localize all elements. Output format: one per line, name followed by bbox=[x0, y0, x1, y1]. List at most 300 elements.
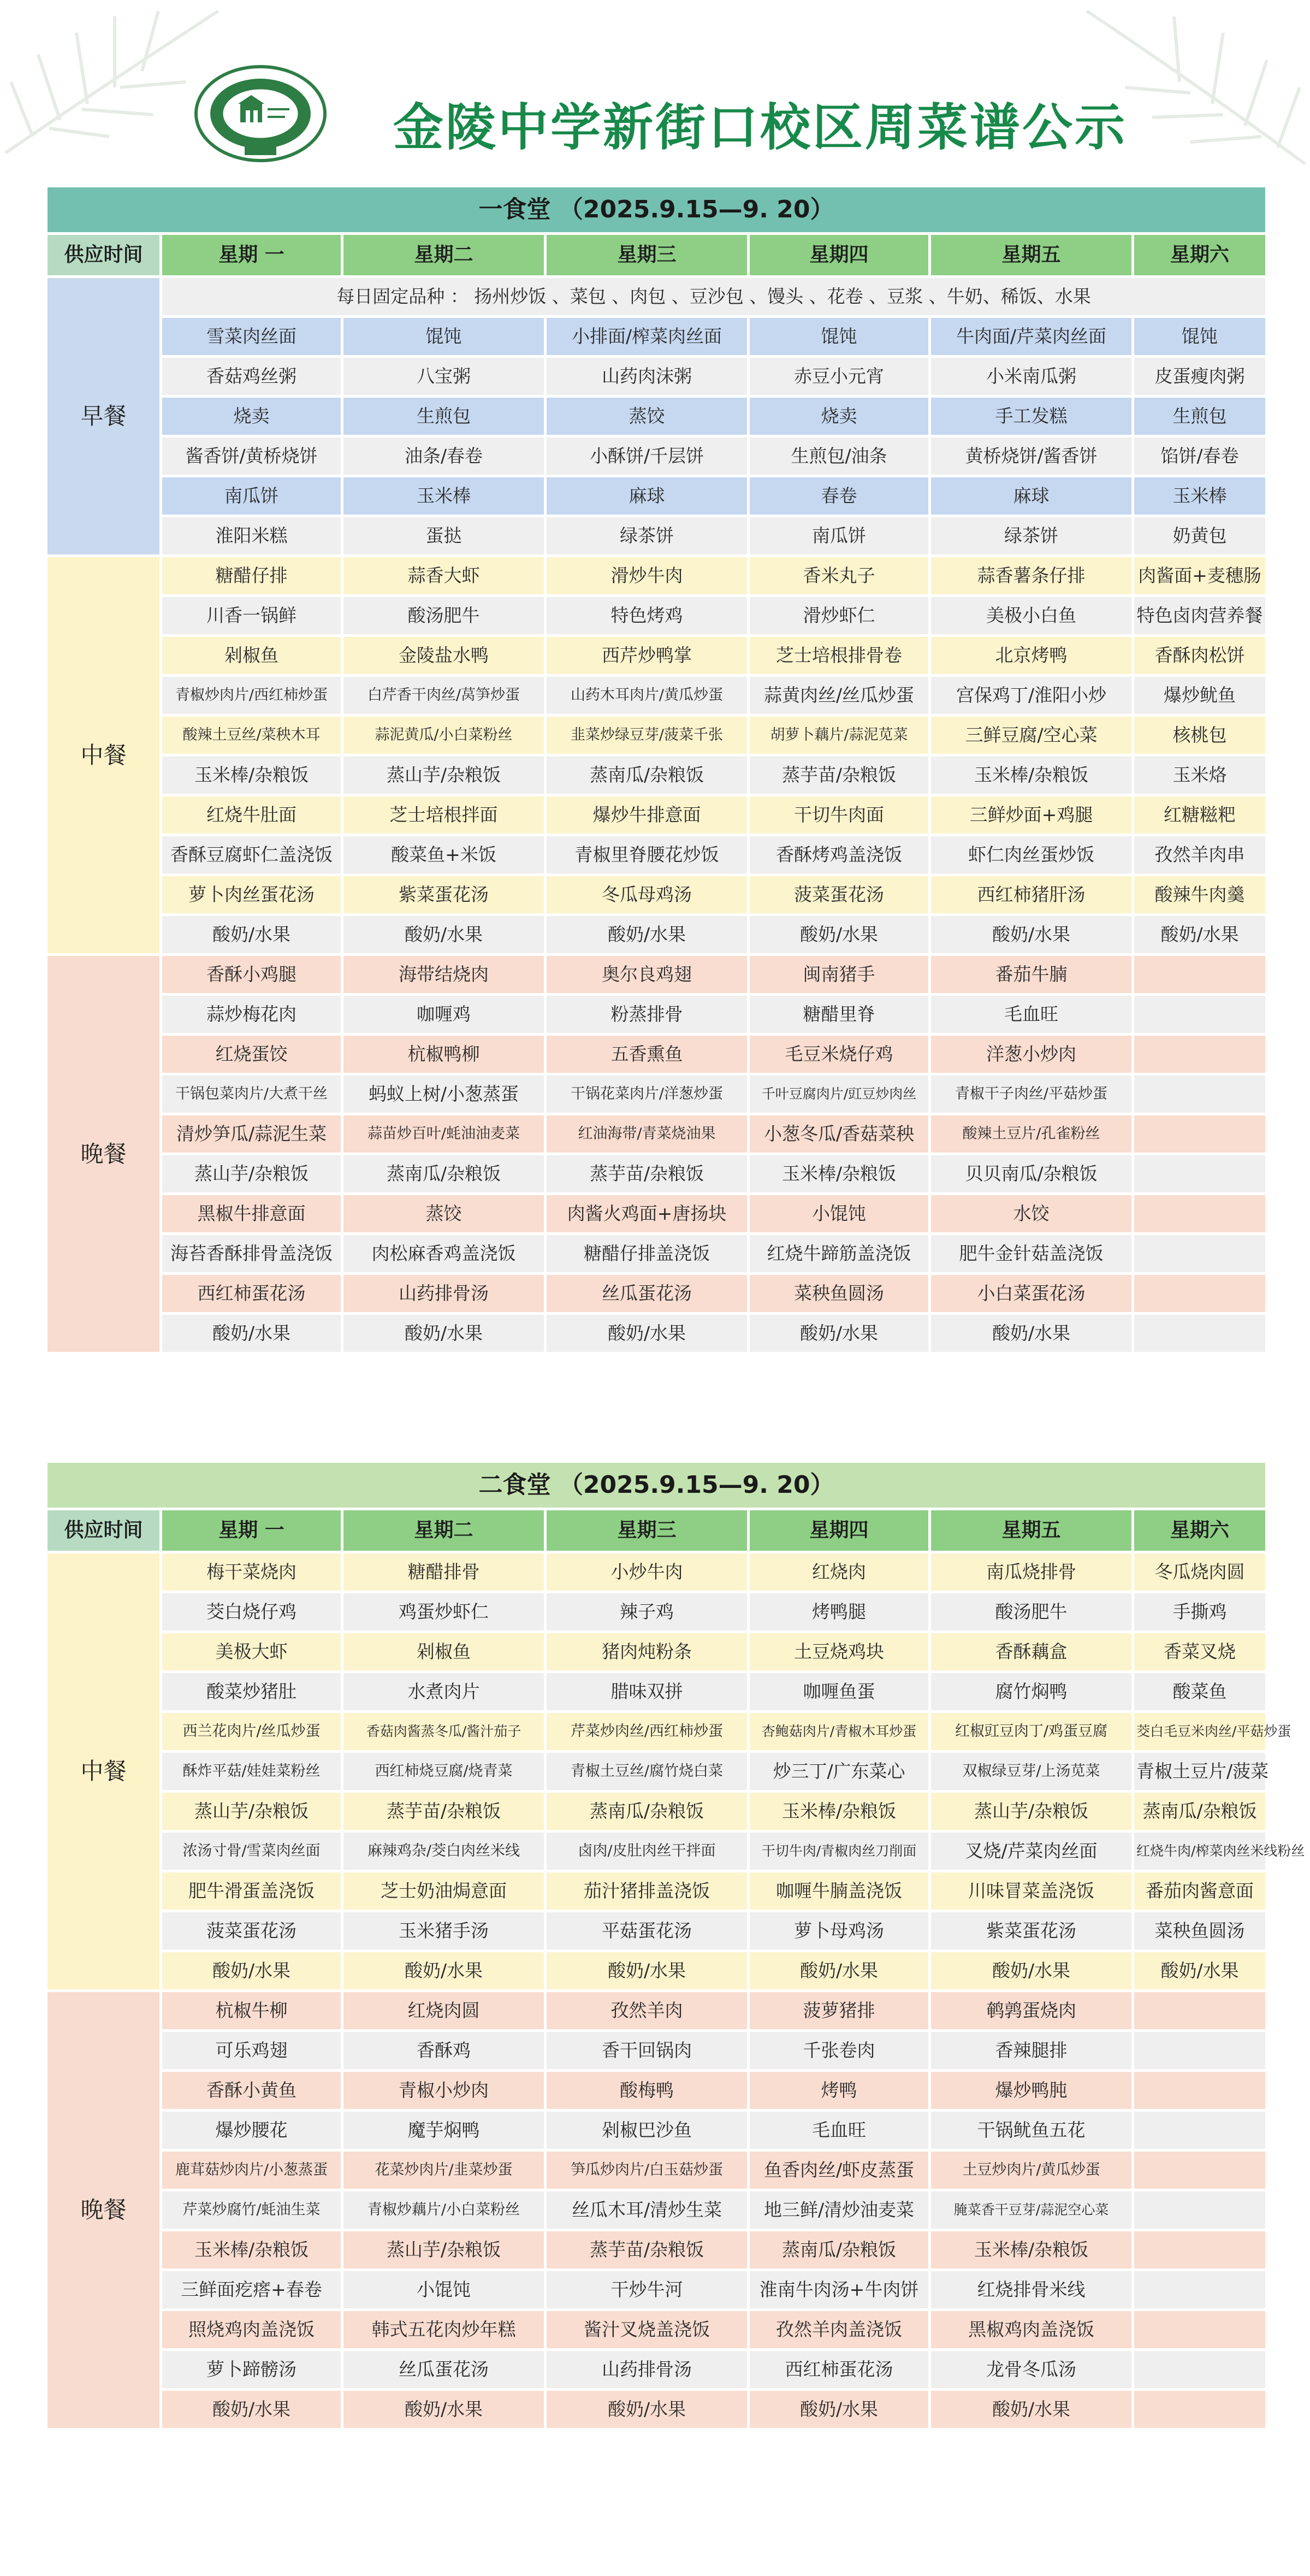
dish-cell bbox=[1133, 1114, 1267, 1154]
dish-cell: 孜然羊肉串 bbox=[1133, 835, 1267, 875]
dish-cell: 水煮肉片 bbox=[342, 1672, 546, 1712]
dish-cell: 雪菜肉丝面 bbox=[161, 317, 342, 357]
dish-cell: 芝士奶油焗意面 bbox=[342, 1871, 546, 1911]
dish-cell: 西兰花肉片/丝瓜炒蛋 bbox=[161, 1712, 342, 1752]
dish-cell bbox=[1133, 2270, 1267, 2310]
supply-time-header: 供应时间 bbox=[46, 234, 161, 277]
dish-cell: 黑椒牛排意面 bbox=[161, 1194, 342, 1234]
canteen1-title-row bbox=[46, 186, 1267, 234]
dish-cell: 酸奶/水果 bbox=[546, 2390, 749, 2430]
dish-cell: 赤豆小元宵 bbox=[749, 357, 930, 397]
dish-cell: 香酥豆腐虾仁盖浇饭 bbox=[161, 835, 342, 875]
dish-cell: 糖醋里脊 bbox=[749, 995, 930, 1035]
dish-cell: 酸奶/水果 bbox=[749, 1314, 930, 1354]
dish-cell bbox=[1133, 1074, 1267, 1114]
dish-cell: 笋瓜炒肉片/白玉菇炒蛋 bbox=[546, 2150, 749, 2190]
dish-cell: 西芹炒鸭掌 bbox=[546, 636, 749, 676]
dish-cell: 糖醋排骨 bbox=[342, 1552, 546, 1592]
dish-cell: 丝瓜木耳/清炒生菜 bbox=[546, 2190, 749, 2230]
dish-cell: 糖醋仔排盖浇饭 bbox=[546, 1234, 749, 1274]
dish-cell: 手工发糕 bbox=[930, 397, 1133, 436]
dish-cell: 双椒绿豆芽/上汤苋菜 bbox=[930, 1752, 1133, 1792]
menu-row bbox=[46, 2310, 1267, 2350]
menu-row bbox=[46, 556, 1267, 596]
dish-cell: 油条/春卷 bbox=[342, 436, 546, 476]
dish-cell: 酸奶/水果 bbox=[342, 915, 546, 955]
menu-row bbox=[46, 835, 1267, 875]
dish-cell: 酸奶/水果 bbox=[930, 1314, 1133, 1354]
dish-cell: 紫菜蛋花汤 bbox=[342, 875, 546, 915]
dish-cell bbox=[1133, 2150, 1267, 2190]
supply-time-header: 供应时间 bbox=[46, 1509, 161, 1552]
dish-cell: 蒸山芋/杂粮饭 bbox=[342, 2230, 546, 2270]
dish-cell: 剁椒鱼 bbox=[161, 636, 342, 676]
dish-cell: 西红柿蛋花汤 bbox=[749, 2350, 930, 2390]
meal-label: 中餐 bbox=[46, 1552, 161, 1991]
day-header: 星期五 bbox=[930, 1509, 1133, 1552]
dish-cell: 红糖糍粑 bbox=[1133, 795, 1267, 835]
dish-cell: 核桃包 bbox=[1133, 716, 1267, 755]
dish-cell: 干锅包菜肉片/大煮干丝 bbox=[161, 1074, 342, 1114]
menu-row bbox=[46, 2190, 1267, 2230]
dish-cell: 萝卜肉丝蛋花汤 bbox=[161, 875, 342, 915]
meal-label: 中餐 bbox=[46, 556, 161, 955]
menu-row bbox=[46, 2350, 1267, 2390]
dish-cell: 生煎包 bbox=[342, 397, 546, 436]
dish-cell bbox=[1133, 1991, 1267, 2031]
dish-cell: 酸奶/水果 bbox=[342, 1314, 546, 1354]
dish-cell: 香酥烤鸡盖浇饭 bbox=[749, 835, 930, 875]
menu-row bbox=[46, 2230, 1267, 2270]
dish-cell: 粉蒸排骨 bbox=[546, 995, 749, 1035]
dish-cell: 红烧排骨米线 bbox=[930, 2270, 1133, 2310]
canteen1-title: 一食堂 （2025.9.15—9. 20） bbox=[46, 186, 1267, 234]
dish-cell: 川香一锅鲜 bbox=[161, 596, 342, 636]
dish-cell: 特色烤鸡 bbox=[546, 596, 749, 636]
dish-cell: 淮南牛肉汤+牛肉饼 bbox=[749, 2270, 930, 2310]
dish-cell: 酸奶/水果 bbox=[749, 1951, 930, 1991]
dish-cell: 杭椒牛柳 bbox=[161, 1991, 342, 2031]
dish-cell: 萝卜母鸡汤 bbox=[749, 1911, 930, 1951]
day-header: 星期二 bbox=[342, 1509, 546, 1552]
dish-cell: 蒸饺 bbox=[546, 397, 749, 436]
dish-cell: 奥尔良鸡翅 bbox=[546, 955, 749, 995]
day-header: 星期三 bbox=[546, 1509, 749, 1552]
dish-cell bbox=[1133, 2071, 1267, 2111]
dish-cell: 奶黄包 bbox=[1133, 516, 1267, 556]
menu-row bbox=[46, 2071, 1267, 2111]
dish-cell: 花菜炒肉片/韭菜炒蛋 bbox=[342, 2150, 546, 2190]
dish-cell: 土豆炒肉片/黄瓜炒蛋 bbox=[930, 2150, 1133, 2190]
menu-row bbox=[46, 1831, 1267, 1871]
dish-cell: 酸奶/水果 bbox=[1133, 1951, 1267, 1991]
dish-cell: 肉酱火鸡面+唐扬块 bbox=[546, 1194, 749, 1234]
dish-cell bbox=[1133, 1154, 1267, 1194]
menu-row bbox=[46, 875, 1267, 915]
dish-cell bbox=[1133, 2190, 1267, 2230]
dish-cell: 干切牛肉面 bbox=[749, 795, 930, 835]
menu-row bbox=[46, 1154, 1267, 1194]
dish-cell: 酸奶/水果 bbox=[342, 1951, 546, 1991]
dish-cell: 香酥藕盒 bbox=[930, 1632, 1133, 1672]
dish-cell: 菜秧鱼圆汤 bbox=[1133, 1911, 1267, 1951]
dish-cell: 咖喱鱼蛋 bbox=[749, 1672, 930, 1712]
dish-cell: 青椒土豆丝/腐竹烧白菜 bbox=[546, 1752, 749, 1792]
dish-cell: 南瓜饼 bbox=[161, 476, 342, 516]
dish-cell: 酸菜鱼 bbox=[1133, 1672, 1267, 1712]
dish-cell: 红烧牛肉/榨菜肉丝米线粉丝 bbox=[1133, 1831, 1267, 1871]
menu-row bbox=[46, 955, 1267, 995]
dish-cell: 红烧肉圆 bbox=[342, 1991, 546, 2031]
dish-cell: 鹿茸菇炒肉片/小葱蒸蛋 bbox=[161, 2150, 342, 2190]
dish-cell: 麻球 bbox=[930, 476, 1133, 516]
dish-cell: 香酥小鸡腿 bbox=[161, 955, 342, 995]
dish-cell: 玉米棒 bbox=[1133, 476, 1267, 516]
dish-cell: 玉米棒/杂粮饭 bbox=[749, 1792, 930, 1831]
fixed-items-text: 每日固定品种 ： 扬州炒饭 、菜包 、肉包 、豆沙包 、馒头 、花卷 、豆浆 、牛奶、稀饭、水果 bbox=[161, 277, 1267, 317]
dish-cell: 玉米猪手汤 bbox=[342, 1911, 546, 1951]
dish-cell bbox=[1133, 2230, 1267, 2270]
dish-cell: 爆炒鸭肫 bbox=[930, 2071, 1133, 2111]
dish-cell bbox=[1133, 955, 1267, 995]
dish-cell: 玉米棒/杂粮饭 bbox=[161, 755, 342, 795]
meal-label: 早餐 bbox=[46, 277, 161, 556]
dish-cell: 蒸山芋/杂粮饭 bbox=[161, 1792, 342, 1831]
dish-cell: 丝瓜蛋花汤 bbox=[546, 1274, 749, 1314]
dish-cell: 小酥饼/千层饼 bbox=[546, 436, 749, 476]
dish-cell: 蒜苗炒百叶/蚝油油麦菜 bbox=[342, 1114, 546, 1154]
dish-cell: 小葱冬瓜/香菇菜秧 bbox=[749, 1114, 930, 1154]
dish-cell: 蒸芋苗/杂粮饭 bbox=[342, 1792, 546, 1831]
dish-cell: 蒸南瓜/杂粮饭 bbox=[1133, 1792, 1267, 1831]
dish-cell bbox=[1133, 2390, 1267, 2430]
menu-row bbox=[46, 755, 1267, 795]
menu-row bbox=[46, 795, 1267, 835]
dish-cell: 芝士培根拌面 bbox=[342, 795, 546, 835]
menu-row bbox=[46, 516, 1267, 556]
dish-cell: 酸奶/水果 bbox=[1133, 915, 1267, 955]
dish-cell: 蒸南瓜/杂粮饭 bbox=[342, 1154, 546, 1194]
menu-row bbox=[46, 1234, 1267, 1274]
dish-cell: 咖喱鸡 bbox=[342, 995, 546, 1035]
dish-cell: 卤肉/皮肚肉丝干拌面 bbox=[546, 1831, 749, 1871]
dish-cell: 剁椒鱼 bbox=[342, 1632, 546, 1672]
dish-cell: 番茄牛腩 bbox=[930, 955, 1133, 995]
menu-row bbox=[46, 2390, 1267, 2430]
dish-cell: 小馄饨 bbox=[342, 2270, 546, 2310]
dish-cell: 叉烧/芹菜肉丝面 bbox=[930, 1831, 1133, 1871]
dish-cell: 白芹香干肉丝/莴笋炒蛋 bbox=[342, 676, 546, 716]
dish-cell: 洋葱小炒肉 bbox=[930, 1035, 1133, 1074]
day-header: 星期四 bbox=[749, 234, 930, 277]
dish-cell: 山药木耳肉片/黄瓜炒蛋 bbox=[546, 676, 749, 716]
dish-cell: 山药肉沫粥 bbox=[546, 357, 749, 397]
dish-cell: 麻辣鸡杂/茭白肉丝米线 bbox=[342, 1831, 546, 1871]
dish-cell: 腊味双拼 bbox=[546, 1672, 749, 1712]
dish-cell: 牛肉面/芹菜肉丝面 bbox=[930, 317, 1133, 357]
dish-cell: 蒸芋苗/杂粮饭 bbox=[546, 2230, 749, 2270]
dish-cell: 干炒牛河 bbox=[546, 2270, 749, 2310]
dish-cell: 照烧鸡肉盖浇饭 bbox=[161, 2310, 342, 2350]
dish-cell: 孜然羊肉 bbox=[546, 1991, 749, 2031]
dish-cell: 滑炒虾仁 bbox=[749, 596, 930, 636]
dish-cell: 玉米棒/杂粮饭 bbox=[930, 2230, 1133, 2270]
dish-cell: 绿茶饼 bbox=[546, 516, 749, 556]
day-header: 星期六 bbox=[1133, 1509, 1267, 1552]
menu-row bbox=[46, 995, 1267, 1035]
dish-cell: 香干回锅肉 bbox=[546, 2031, 749, 2071]
dish-cell: 千张卷肉 bbox=[749, 2031, 930, 2071]
dish-cell: 番茄肉酱意面 bbox=[1133, 1871, 1267, 1911]
dish-cell: 蒸南瓜/杂粮饭 bbox=[546, 1792, 749, 1831]
dish-cell: 北京烤鸭 bbox=[930, 636, 1133, 676]
dish-cell: 蒜香大虾 bbox=[342, 556, 546, 596]
dish-cell: 青椒炒藕片/小白菜粉丝 bbox=[342, 2190, 546, 2230]
dish-cell: 小炒牛肉 bbox=[546, 1552, 749, 1592]
dish-cell: 酸汤肥牛 bbox=[930, 1592, 1133, 1632]
page-title: 金陵中学新街口校区周菜谱公示 bbox=[393, 98, 1128, 157]
dish-cell: 毛血旺 bbox=[749, 2111, 930, 2150]
menu-row bbox=[46, 1752, 1267, 1792]
dish-cell: 鸡蛋炒虾仁 bbox=[342, 1592, 546, 1632]
dish-cell: 美极小白鱼 bbox=[930, 596, 1133, 636]
dish-cell: 菠菜蛋花汤 bbox=[749, 875, 930, 915]
dish-cell: 辣子鸡 bbox=[546, 1592, 749, 1632]
dish-cell: 孜然羊肉盖浇饭 bbox=[749, 2310, 930, 2350]
dish-cell: 肉松麻香鸡盖浇饭 bbox=[342, 1234, 546, 1274]
dish-cell: 清炒笋瓜/蒜泥生菜 bbox=[161, 1114, 342, 1154]
dish-cell: 酸奶/水果 bbox=[546, 915, 749, 955]
dish-cell: 韭菜炒绿豆芽/菠菜千张 bbox=[546, 716, 749, 755]
dish-cell: 蒸山芋/杂粮饭 bbox=[930, 1792, 1133, 1831]
dish-cell: 三鲜豆腐/空心菜 bbox=[930, 716, 1133, 755]
dish-cell bbox=[1133, 995, 1267, 1035]
dish-cell bbox=[1133, 1194, 1267, 1234]
canteen1-menu-table bbox=[45, 185, 1268, 1355]
dish-cell: 红烧牛肚面 bbox=[161, 795, 342, 835]
dish-cell: 馄饨 bbox=[749, 317, 930, 357]
dish-cell: 金陵盐水鸭 bbox=[342, 636, 546, 676]
dish-cell: 青椒炒肉片/西红柿炒蛋 bbox=[161, 676, 342, 716]
menu-row bbox=[46, 1592, 1267, 1632]
dish-cell: 茭白烧仔鸡 bbox=[161, 1592, 342, 1632]
dish-cell: 馄饨 bbox=[342, 317, 546, 357]
menu-row bbox=[46, 476, 1267, 516]
dish-cell: 菠萝猪排 bbox=[749, 1991, 930, 2031]
dish-cell: 山药排骨汤 bbox=[342, 1274, 546, 1314]
dish-cell bbox=[1133, 2031, 1267, 2071]
menu-row bbox=[46, 357, 1267, 397]
dish-cell: 酸奶/水果 bbox=[161, 915, 342, 955]
menu-row bbox=[46, 1991, 1267, 2031]
menu-row bbox=[46, 1792, 1267, 1831]
dish-cell: 地三鲜/清炒油麦菜 bbox=[749, 2190, 930, 2230]
dish-cell: 杭椒鸭柳 bbox=[342, 1035, 546, 1074]
dish-cell: 五香熏鱼 bbox=[546, 1035, 749, 1074]
dish-cell: 小排面/榨菜肉丝面 bbox=[546, 317, 749, 357]
dish-cell: 酸梅鸭 bbox=[546, 2071, 749, 2111]
day-header-row bbox=[46, 1509, 1267, 1552]
dish-cell: 梅干菜烧肉 bbox=[161, 1552, 342, 1592]
dish-cell: 红烧肉 bbox=[749, 1552, 930, 1592]
dish-cell: 黑椒鸡肉盖浇饭 bbox=[930, 2310, 1133, 2350]
dish-cell: 杏鲍菇肉片/青椒木耳炒蛋 bbox=[749, 1712, 930, 1752]
dish-cell: 酸奶/水果 bbox=[161, 1314, 342, 1354]
dish-cell: 蒸芋苗/杂粮饭 bbox=[546, 1154, 749, 1194]
dish-cell: 黄桥烧饼/酱香饼 bbox=[930, 436, 1133, 476]
day-header: 星期五 bbox=[930, 234, 1133, 277]
dish-cell: 韩式五花肉炒年糕 bbox=[342, 2310, 546, 2350]
dish-cell: 南瓜烧排骨 bbox=[930, 1552, 1133, 1592]
dish-cell: 特色卤肉营养餐 bbox=[1133, 596, 1267, 636]
dish-cell: 茭白毛豆米肉丝/平菇炒蛋 bbox=[1133, 1712, 1267, 1752]
dish-cell: 红椒豇豆肉丁/鸡蛋豆腐 bbox=[930, 1712, 1133, 1752]
menu-row bbox=[46, 1632, 1267, 1672]
dish-cell: 西红柿烧豆腐/烧青菜 bbox=[342, 1752, 546, 1792]
dish-cell: 酱汁叉烧盖浇饭 bbox=[546, 2310, 749, 2350]
dish-cell: 芹菜炒腐竹/蚝油生菜 bbox=[161, 2190, 342, 2230]
canteen2-title: 二食堂 （2025.9.15—9. 20） bbox=[46, 1462, 1267, 1509]
dish-cell: 香酥肉松饼 bbox=[1133, 636, 1267, 676]
dish-cell: 青椒土豆片/菠菜 bbox=[1133, 1752, 1267, 1792]
menu-row bbox=[46, 1951, 1267, 1991]
dish-cell: 蒸山芋/杂粮饭 bbox=[161, 1154, 342, 1194]
dish-cell bbox=[1133, 1234, 1267, 1274]
dish-cell: 千叶豆腐肉片/豇豆炒肉丝 bbox=[749, 1074, 930, 1114]
dish-cell: 生煎包 bbox=[1133, 397, 1267, 436]
dish-cell bbox=[1133, 1314, 1267, 1354]
dish-cell: 酸奶/水果 bbox=[930, 2390, 1133, 2430]
dish-cell: 青椒里脊腰花炒饭 bbox=[546, 835, 749, 875]
menu-row bbox=[46, 1035, 1267, 1074]
menu-row bbox=[46, 1274, 1267, 1314]
dish-cell bbox=[1133, 1035, 1267, 1074]
day-header: 星期四 bbox=[749, 1509, 930, 1552]
dish-cell bbox=[1133, 2111, 1267, 2150]
dish-cell: 肥牛滑蛋盖浇饭 bbox=[161, 1871, 342, 1911]
day-header: 星期 一 bbox=[161, 234, 342, 277]
dish-cell: 酸辣土豆丝/菜秧木耳 bbox=[161, 716, 342, 755]
dish-cell: 玉米棒/杂粮饭 bbox=[161, 2230, 342, 2270]
dish-cell: 芝士培根排骨卷 bbox=[749, 636, 930, 676]
dish-cell bbox=[1133, 1274, 1267, 1314]
dish-cell: 干锅鱿鱼五花 bbox=[930, 2111, 1133, 2150]
dish-cell: 酱香饼/黄桥烧饼 bbox=[161, 436, 342, 476]
dish-cell: 胡萝卜藕片/蒜泥苋菜 bbox=[749, 716, 930, 755]
day-header: 星期二 bbox=[342, 234, 546, 277]
menu-row bbox=[46, 596, 1267, 636]
dish-cell: 香菜叉烧 bbox=[1133, 1632, 1267, 1672]
dish-cell: 猪肉炖粉条 bbox=[546, 1632, 749, 1672]
dish-cell: 酸奶/水果 bbox=[161, 2390, 342, 2430]
dish-cell: 滑炒牛肉 bbox=[546, 556, 749, 596]
dish-cell: 青椒小炒肉 bbox=[342, 2071, 546, 2111]
dish-cell: 酸辣土豆片/孔雀粉丝 bbox=[930, 1114, 1133, 1154]
dish-cell: 春卷 bbox=[749, 476, 930, 516]
dish-cell: 紫菜蛋花汤 bbox=[930, 1911, 1133, 1951]
menu-row bbox=[46, 716, 1267, 755]
dish-cell: 烧卖 bbox=[161, 397, 342, 436]
dish-cell: 麻球 bbox=[546, 476, 749, 516]
dish-cell: 酸奶/水果 bbox=[749, 915, 930, 955]
dish-cell: 毛豆米烧仔鸡 bbox=[749, 1035, 930, 1074]
dish-cell: 海带结烧肉 bbox=[342, 955, 546, 995]
menu-row bbox=[46, 1712, 1267, 1752]
dish-cell: 红烧牛蹄筋盖浇饭 bbox=[749, 1234, 930, 1274]
menu-row bbox=[46, 397, 1267, 436]
dish-cell: 小白菜蛋花汤 bbox=[930, 1274, 1133, 1314]
menu-row bbox=[46, 1672, 1267, 1712]
dish-cell: 肉酱面+麦穗肠 bbox=[1133, 556, 1267, 596]
dish-cell: 烤鸭腿 bbox=[749, 1592, 930, 1632]
dish-cell: 蚂蚁上树/小葱蒸蛋 bbox=[342, 1074, 546, 1114]
fixed-items-row bbox=[46, 277, 1267, 317]
dish-cell: 香酥小黄鱼 bbox=[161, 2071, 342, 2111]
dish-cell: 蒜黄肉丝/丝瓜炒蛋 bbox=[749, 676, 930, 716]
menu-row bbox=[46, 676, 1267, 716]
dish-cell: 香辣腿排 bbox=[930, 2031, 1133, 2071]
dish-cell: 菠菜蛋花汤 bbox=[161, 1911, 342, 1951]
dish-cell: 八宝粥 bbox=[342, 357, 546, 397]
dish-cell: 闽南猪手 bbox=[749, 955, 930, 995]
dish-cell: 蒸芋苗/杂粮饭 bbox=[749, 755, 930, 795]
dish-cell: 爆炒鱿鱼 bbox=[1133, 676, 1267, 716]
dish-cell: 可乐鸡翅 bbox=[161, 2031, 342, 2071]
dish-cell: 酸奶/水果 bbox=[342, 2390, 546, 2430]
dish-cell: 芹菜炒肉丝/西红柿炒蛋 bbox=[546, 1712, 749, 1752]
dish-cell: 土豆烧鸡块 bbox=[749, 1632, 930, 1672]
menu-row bbox=[46, 436, 1267, 476]
dish-cell: 玉米棒/杂粮饭 bbox=[930, 755, 1133, 795]
dish-cell: 咖喱牛腩盖浇饭 bbox=[749, 1871, 930, 1911]
dish-cell: 龙骨冬瓜汤 bbox=[930, 2350, 1133, 2390]
dish-cell: 青椒干子肉丝/平菇炒蛋 bbox=[930, 1074, 1133, 1114]
menu-row bbox=[46, 636, 1267, 676]
dish-cell: 山药排骨汤 bbox=[546, 2350, 749, 2390]
dish-cell: 酸菜炒猪肚 bbox=[161, 1672, 342, 1712]
day-header: 星期 一 bbox=[161, 1509, 342, 1552]
dish-cell: 浓汤寸骨/雪菜肉丝面 bbox=[161, 1831, 342, 1871]
dish-cell: 生煎包/油条 bbox=[749, 436, 930, 476]
dish-cell: 绿茶饼 bbox=[930, 516, 1133, 556]
meal-label: 晚餐 bbox=[46, 955, 161, 1354]
dish-cell: 炒三丁/广东菜心 bbox=[749, 1752, 930, 1792]
dish-cell: 西红柿猪肝汤 bbox=[930, 875, 1133, 915]
dish-cell: 酸奶/水果 bbox=[930, 1951, 1133, 1991]
menu-row bbox=[46, 2111, 1267, 2150]
menu-row bbox=[46, 2150, 1267, 2190]
dish-cell: 烤鸭 bbox=[749, 2071, 930, 2111]
meal-label: 晚餐 bbox=[46, 1991, 161, 2430]
dish-cell: 酸奶/水果 bbox=[546, 1951, 749, 1991]
dish-cell: 手撕鸡 bbox=[1133, 1592, 1267, 1632]
canteen2-title-row bbox=[46, 1462, 1267, 1509]
dish-cell: 干切牛肉/青椒肉丝刀削面 bbox=[749, 1831, 930, 1871]
dish-cell: 蒸南瓜/杂粮饭 bbox=[749, 2230, 930, 2270]
dish-cell: 红烧蛋饺 bbox=[161, 1035, 342, 1074]
dish-cell: 宫保鸡丁/淮阳小炒 bbox=[930, 676, 1133, 716]
dish-cell: 香菇肉酱蒸冬瓜/酱汁茄子 bbox=[342, 1712, 546, 1752]
dish-cell: 鹌鹑蛋烧肉 bbox=[930, 1991, 1133, 2031]
dish-cell: 酸奶/水果 bbox=[930, 915, 1133, 955]
dish-cell bbox=[1133, 2350, 1267, 2390]
dish-cell: 酸汤肥牛 bbox=[342, 596, 546, 636]
dish-cell: 川味冒菜盖浇饭 bbox=[930, 1871, 1133, 1911]
school-emblem-logo-icon bbox=[192, 64, 329, 163]
dish-cell: 馅饼/春卷 bbox=[1133, 436, 1267, 476]
dish-cell: 蒜炒梅花肉 bbox=[161, 995, 342, 1035]
dish-cell: 茄汁猪排盖浇饭 bbox=[546, 1871, 749, 1911]
